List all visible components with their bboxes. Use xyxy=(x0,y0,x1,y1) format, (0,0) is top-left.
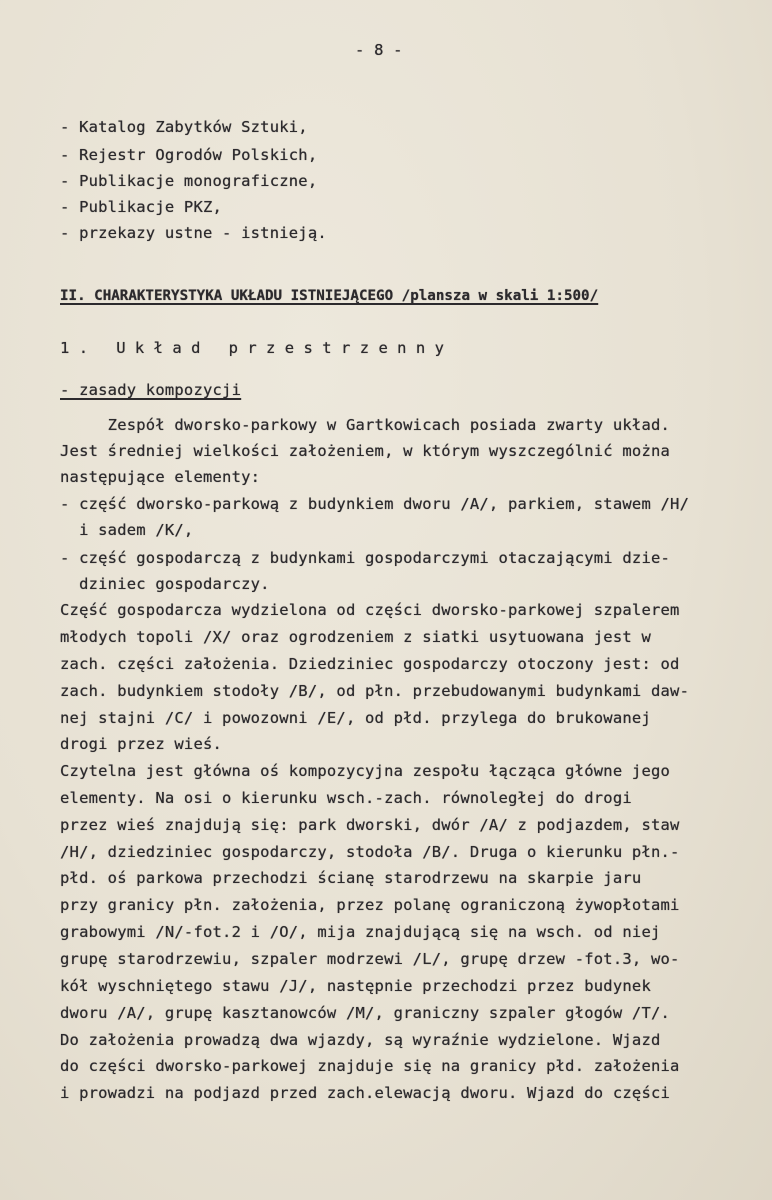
text-line: Do założenia prowadzą dwa wjazdy, są wyraźnie wydzielone. Wjazd xyxy=(60,1031,661,1049)
composition-subheading: - zasady kompozycji xyxy=(60,381,242,399)
text-line: płd. oś parkowa przechodzi ścianę starodrzewu na skarpie jaru xyxy=(60,869,642,887)
text-line: /H/, dziedziniec gospodarczy, stodoła /B/. Druga o kierunku płn.- xyxy=(60,843,680,861)
text-line: Jest średniej wielkości założeniem, w którym wyszczególnić można xyxy=(60,442,671,460)
text-line: zach. budynkiem stodoły /B/, od płn. przebudowanymi budynkami daw- xyxy=(60,682,690,700)
text-line: przez wieś znajdują się: park dworski, dwór /A/ z podjazdem, staw xyxy=(60,816,680,834)
text-line: i prowadzi na podjazd przed zach.elewacją dworu. Wjazd do części xyxy=(60,1084,671,1102)
text-line: dworu /A/, grupę kasztanowców /M/, graniczny szpaler głogów /T/. xyxy=(60,1004,671,1022)
text-line: grupę starodrzewiu, szpaler modrzewi /L/, grupę drzew -fot.3, wo- xyxy=(60,950,680,968)
text-line: - część dworsko-parkową z budynkiem dworu /A/, parkiem, stawem /H/ xyxy=(60,495,690,513)
subsection-heading: 1. Układ przestrzenny xyxy=(60,339,454,357)
text-line: następujące elementy: xyxy=(60,468,261,486)
list-item: - Publikacje PKZ, xyxy=(60,198,223,216)
text-line: Czytelna jest główna oś kompozycyjna zespołu łącząca główne jego xyxy=(60,762,671,780)
text-line: elementy. Na osi o kierunku wsch.-zach. równoległej do drogi xyxy=(60,789,632,807)
text-line: do części dworsko-parkowej znajduje się na granicy płd. założenia xyxy=(60,1057,680,1075)
text-line: dziniec gospodarczy. xyxy=(60,575,270,593)
text-line: Część gospodarcza wydzielona od części dworsko-parkowej szpalerem xyxy=(60,601,680,619)
list-item: - Rejestr Ogrodów Polskich, xyxy=(60,146,318,164)
page-number: - 8 - xyxy=(355,41,403,59)
text-line: zach. części założenia. Dziedziniec gospodarczy otoczony jest: od xyxy=(60,655,680,673)
text-line: drogi przez wieś. xyxy=(60,735,223,753)
text-line: kół wyschniętego stawu /J/, następnie przechodzi przez budynek xyxy=(60,977,651,995)
text-line: przy granicy płn. założenia, przez polanę ograniczoną żywopłotami xyxy=(60,896,680,914)
list-item: - Publikacje monograficzne, xyxy=(60,172,318,190)
text-line: młodych topoli /X/ oraz ogrodzeniem z siatki usytuowana jest w xyxy=(60,628,651,646)
text-line: nej stajni /C/ i powozowni /E/, od płd. przylega do brukowanej xyxy=(60,709,651,727)
text-line: i sadem /K/, xyxy=(60,521,194,539)
section-heading: II. CHARAKTERYSTYKA UKŁADU ISTNIEJĄCEGO /plansza w skali 1:500/ xyxy=(60,288,599,304)
list-item: - Katalog Zabytków Sztuki, xyxy=(60,118,308,136)
text-line: Zespół dworsko-parkowy w Gartkowicach posiada zwarty układ. xyxy=(60,416,671,434)
text-line: - część gospodarczą z budynkami gospodarczymi otaczającymi dzie- xyxy=(60,549,671,567)
list-item: - przekazy ustne - istnieją. xyxy=(60,224,327,242)
text-line: grabowymi /N/-fot.2 i /O/, mija znajdującą się na wsch. od niej xyxy=(60,923,661,941)
